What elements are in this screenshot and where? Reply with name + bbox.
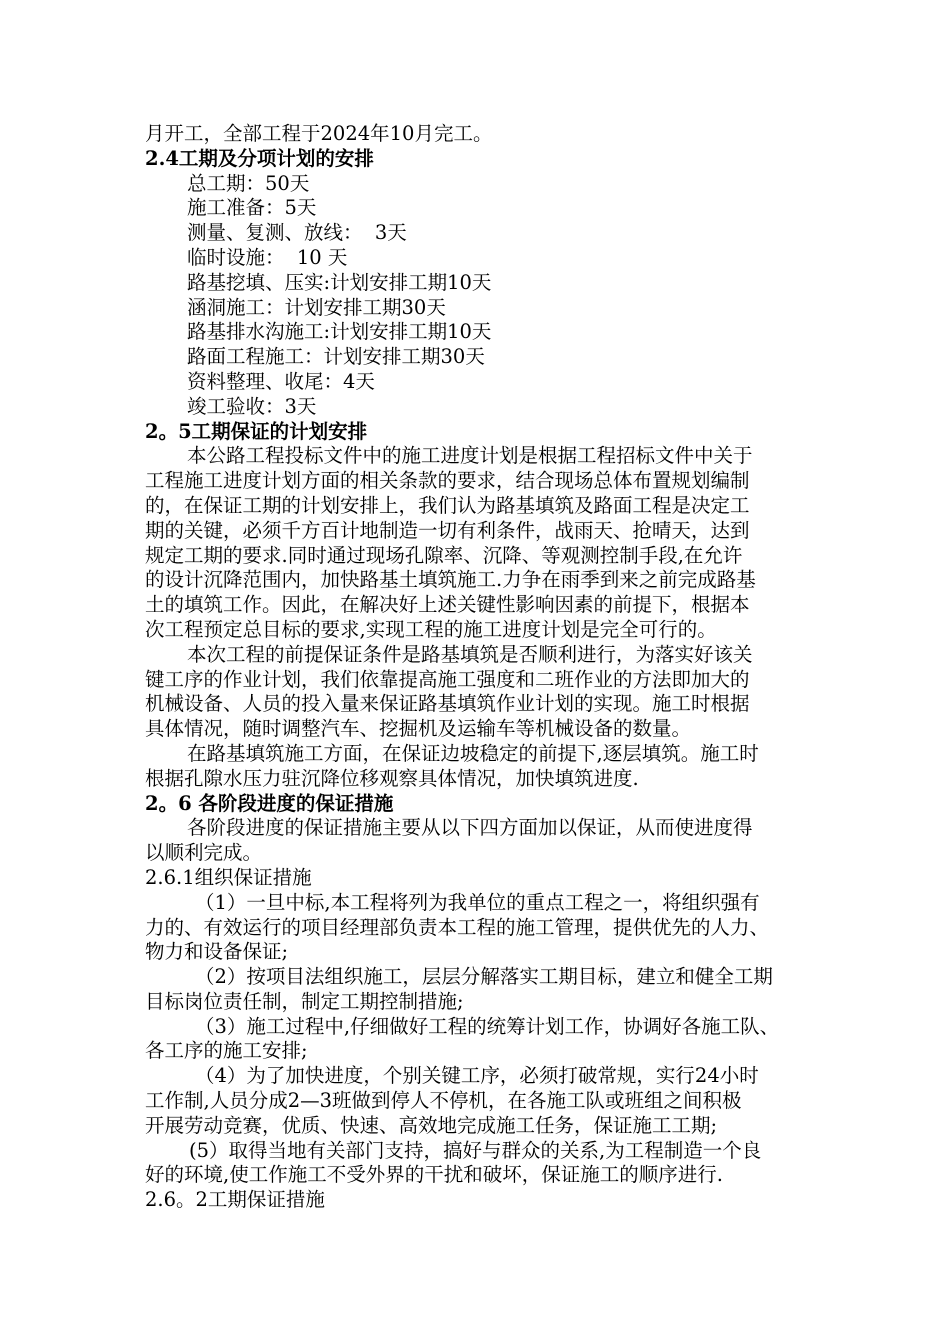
text-line: 测量、复测、放线： 3天 [187, 221, 407, 245]
text-line: 路基挖填、压实:计划安排工期10天 [187, 270, 492, 294]
text-line: 本公路工程投标文件中的施工进度计划是根据工程招标文件中关于 [187, 444, 753, 468]
text-line: 资料整理、收尾：4天 [187, 369, 375, 393]
text-line: 在路基填筑施工方面，在保证边坡稳定的前提下,逐层填筑。施工时 [187, 741, 759, 765]
text-line: 各工序的施工安排; [145, 1039, 308, 1063]
text-line: 的，在保证工期的计划安排上，我们认为路基填筑及路面工程是决定工 [145, 493, 750, 517]
text-line: 月开工，全部工程于2024年10月完工。 [145, 122, 493, 145]
text-line: （2）按项目法组织施工，层层分解落实工期目标，建立和健全工期 [195, 965, 773, 989]
text-line: 各阶段进度的保证措施主要从以下四方面加以保证，从而使进度得 [187, 816, 753, 840]
text-line: 路基排水沟施工:计划安排工期10天 [187, 320, 492, 344]
text-line: 期的关键，必须千方百计地制造一切有利条件，战雨天、抢晴天，达到 [145, 518, 750, 542]
text-line: 的设计沉降范围内，加快路基土填筑施工.力争在雨季到来之前完成路基 [145, 568, 756, 592]
section-heading: 2.4工期及分项计划的安排 [145, 146, 374, 170]
text-line: 机械设备、人员的投入量来保证路基填筑作业计划的实现。施工时根据 [145, 692, 750, 716]
text-line: 土的填筑工作。因此，在解决好上述关键性影响因素的前提下，根据本 [145, 593, 750, 617]
section-heading: 2。5工期保证的计划安排 [145, 419, 368, 443]
text-line: 以顺利完成。 [145, 841, 263, 865]
document-page [145, 122, 865, 1213]
text-line: 总工期：50天 [187, 171, 310, 195]
text-line: 目标岗位责任制，制定工期控制措施; [145, 989, 464, 1013]
text-line: 力的、有效运行的项目经理部负责本工程的施工管理，提供优先的人力、 [145, 915, 770, 939]
text-line: 规定工期的要求.同时通过现场孔隙率、沉降、等观测控制手段,在允许 [145, 543, 743, 567]
text-line: 工程施工进度计划方面的相关条款的要求，结合现场总体布置规划编制 [145, 469, 750, 493]
text-line: （3）施工过程中,仔细做好工程的统筹计划工作，协调好各施工队、 [195, 1014, 780, 1038]
text-line: 施工准备：5天 [187, 196, 317, 220]
text-line: 2.6。2工期保证措施 [145, 1188, 325, 1212]
text-line: 次工程预定总目标的要求,实现工程的施工进度计划是完全可行的。 [145, 617, 717, 641]
text-line: 键工序的作业计划，我们依靠提高施工强度和二班作业的方法即加大的 [145, 667, 750, 691]
text-line: 物力和设备保证; [145, 940, 289, 964]
text-line: 路面工程施工：计划安排工期30天 [187, 345, 485, 369]
text-line: 本次工程的前提保证条件是路基填筑是否顺利进行，为落实好该关 [187, 642, 753, 666]
text-line: （1）一旦中标,本工程将列为我单位的重点工程之一，将组织强有 [195, 890, 760, 914]
text-line: (5）取得当地有关部门支持，搞好与群众的关系,为工程制造一个良 [189, 1138, 762, 1162]
text-line: 竣工验收：3天 [187, 394, 317, 418]
text-line: 好的环境,使工作施工不受外界的干扰和破坏，保证施工的顺序进行. [145, 1163, 723, 1187]
text-line: 具体情况，随时调整汽车、挖掘机及运输车等机械设备的数量。 [145, 717, 692, 741]
text-line: 根据孔隙水压力驻沉降位移观察具体情况，加快填筑进度. [145, 766, 639, 790]
text-line: 临时设施： 10 天 [187, 245, 348, 269]
text-line: 2.6.1组织保证措施 [145, 865, 312, 889]
section-heading: 2。6 各阶段进度的保证措施 [145, 791, 394, 815]
text-line: 涵洞施工：计划安排工期30天 [187, 295, 446, 319]
text-line: （4）为了加快进度，个别关键工序，必须打破常规，实行24小时 [195, 1064, 759, 1088]
text-line: 开展劳动竞赛，优质、快速、高效地完成施工任务，保证施工工期; [145, 1113, 718, 1137]
text-line: 工作制,人员分成2—3班做到停人不停机，在各施工队或班组之间积极 [145, 1089, 742, 1113]
